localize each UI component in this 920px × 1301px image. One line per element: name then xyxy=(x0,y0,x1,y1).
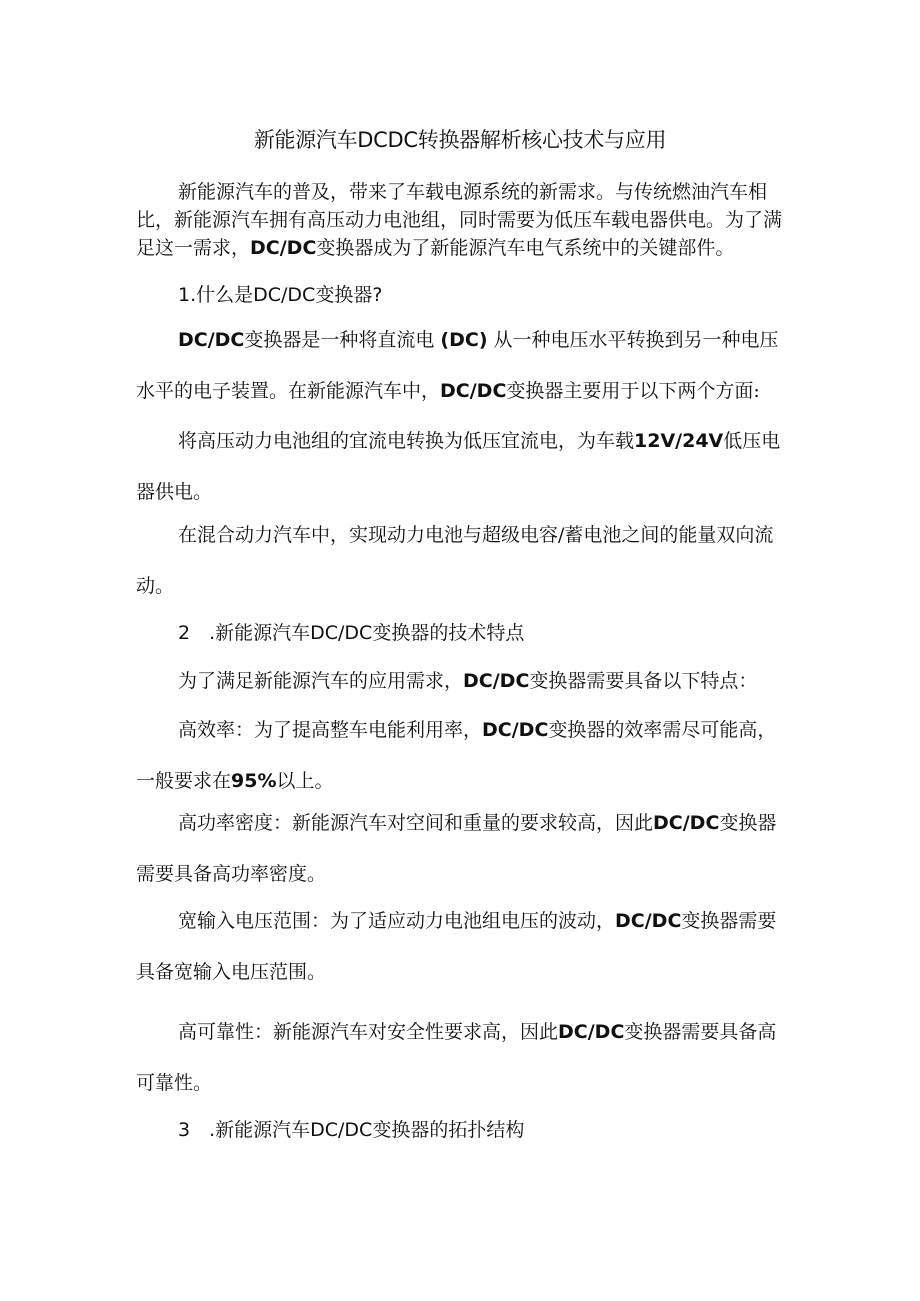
section2-paragraph-1 xyxy=(136,656,788,707)
section2-paragraph-4 xyxy=(136,896,788,998)
text-span: 高功率密度：新能源汽车对空间和重量的要求较高，因此 xyxy=(178,812,654,834)
text-span: 低压电器供电。 xyxy=(136,430,781,503)
text-span: 为了满足新能源汽车的应用需求， xyxy=(178,670,464,692)
section1-heading: 1.什么是DC/DC变换器? xyxy=(178,284,383,306)
text-span: 变换器需要具备以下特点： xyxy=(529,670,758,692)
section2-paragraph-2 xyxy=(136,705,788,807)
section2-paragraph-3 xyxy=(136,798,788,900)
text-span: 变换器需要具备宽输入电压范围。 xyxy=(136,910,777,983)
term-voltage: 12V/24V xyxy=(634,430,724,452)
intro-text-b: 变换器成为了新能源汽车电气系统中的关键部件。 xyxy=(316,237,735,259)
term-dcdc: DC/DC xyxy=(558,1021,625,1043)
section1-paragraph-3: 在混合动力汽车中，实现动力电池与超级电容/蓄电池之间的能量双向流动。 xyxy=(136,524,774,597)
section1-paragraph-1 xyxy=(136,315,788,417)
document-title: 新能源汽车DCDC转换器解析核心技术与应用 xyxy=(253,128,667,152)
section1-paragraph-2 xyxy=(136,416,788,518)
section3-heading: 3 .新能源汽车DC/DC变换器的拓扑结构 xyxy=(178,1119,525,1141)
text-span: 高效率：为了提高整车电能利用率， xyxy=(178,719,483,741)
text-span: 变换器是一种将直流电 xyxy=(244,329,441,351)
term-dcdc: DC/DC xyxy=(482,719,549,741)
term-dcdc: DC/DC xyxy=(440,380,507,402)
intro-paragraph xyxy=(136,178,796,262)
text-span: 将高压动力电池组的宜流电转换为低压宜流电，为车载 xyxy=(178,430,635,452)
text-span: 以上。 xyxy=(276,770,334,792)
text-span: 变换器需要具备高可靠性。 xyxy=(136,1021,777,1094)
term-dc: (DC) xyxy=(440,329,488,351)
intro-term: DC/DC xyxy=(250,237,317,259)
text-span: 变换器主要用于以下两个方面: xyxy=(506,380,760,402)
intro-text-a: 新能源汽车的普及，带来了车载电源系统的新需求。与传统燃油汽车相比，新能源汽车拥有高压动力电池组，同时需要为低压车载电器供电。为了满足这一需求， xyxy=(136,181,783,259)
text-span: 变换器的效率需尽可能高，一般要求在 xyxy=(136,719,777,792)
term-percent: 95% xyxy=(231,770,277,792)
term-dcdc: DC/DC xyxy=(615,910,682,932)
section2-paragraph-5 xyxy=(136,1007,788,1109)
text-span: 从一种电压水平转换到另一种电压水平的电子装置。在新能源汽车中， xyxy=(136,329,779,402)
text-span: 高可靠性：新能源汽车对安全性要求高，因此 xyxy=(178,1021,559,1043)
text-span: 宽输入电压范围：为了适应动力电池组电压的波动， xyxy=(178,910,616,932)
text-span: 变换器需要具备高功率密度。 xyxy=(136,812,777,885)
section2-heading: 2 .新能源汽车DC/DC变换器的技术特点 xyxy=(178,622,525,644)
term-dcdc: DC/DC xyxy=(178,329,245,351)
term-dcdc: DC/DC xyxy=(653,812,720,834)
term-dcdc: DC/DC xyxy=(463,670,530,692)
